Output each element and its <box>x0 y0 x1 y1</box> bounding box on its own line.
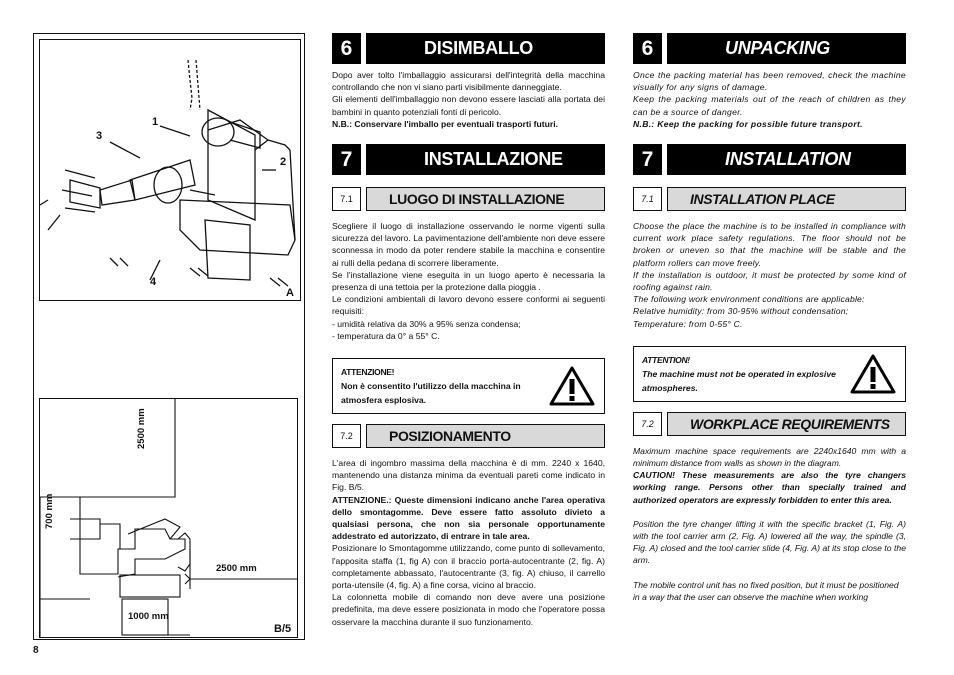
paragraph-bold: ATTENZIONE.: Queste dimensioni indicano anche l'area operativa dello smontagomme. Deve essere fatto assoluto divieto a qualsiasi persona, che non sia personale opportunamente addestrato ed autorizzato, di entrare in tale area. <box>332 494 605 542</box>
warning-heading: ATTENZIONE! <box>341 367 395 378</box>
section-title: UNPACKING <box>667 33 906 64</box>
paragraph: Relative humidity: from 30-95% without condensation; <box>633 306 849 317</box>
en-section-71-text <box>633 220 906 330</box>
subsection-number: 7.2 <box>332 424 361 448</box>
en-column <box>633 33 906 603</box>
subsection-number: 7.1 <box>332 187 361 211</box>
paragraph: Scegliere il luogo di installazione osservando le norme vigenti sulla sicurezza del lavoro. La pavimentazione dell'ambiente non deve essere sconnessa in modo da poter rendere stabile la macchina e consentire ai rulli della pedana di scorrere liberamente. <box>332 221 605 268</box>
dim-width-label: 2500 mm <box>216 563 257 574</box>
paragraph: Keep the packing materials out of the reach of children as they can be a source of danger. <box>633 94 906 117</box>
dim-1000-label: 1000 mm <box>128 611 169 622</box>
note: N.B.: Keep the packing for possible future transport. <box>633 118 863 129</box>
figure-b5 <box>39 398 298 638</box>
section-number: 6 <box>633 33 662 64</box>
it-section-72-header <box>332 424 605 448</box>
paragraph: - temperatura da 0° a 55° C. <box>332 330 440 341</box>
figure-b5-letter: B/5 <box>274 623 292 635</box>
en-warning-box <box>633 346 906 402</box>
section-number: 7 <box>332 144 361 175</box>
subsection-title: INSTALLATION PLACE <box>667 187 906 211</box>
paragraph: Position the tyre changer lifting it with the specific bracket (1, Fig. A) with the tool carrier arm (2, Fig. A) lowered all the way, the spindle (3, Fig. A) closed and the tool carrier slide (4, Fig. A) at its stop close to the arm. <box>633 518 906 566</box>
paragraph: L'area di ingombro massima della macchina è di mm. 2240 x 1640, mantenendo una distanza minima da eventuali pareti come indicato in Fig. B/5. <box>332 458 605 493</box>
subsection-number: 7.2 <box>633 412 662 436</box>
paragraph: The mobile control unit has no fixed position, but it must be positioned in a way that the user can observe the machine when working <box>633 579 899 602</box>
paragraph-bold: CAUTION! These measurements are also the tyre changers working range. Persons other than specially trained and authorized operators are expressly forbidden to enter this area. <box>633 470 906 505</box>
section-title: INSTALLAZIONE <box>366 144 605 175</box>
it-section-71-header <box>332 187 605 211</box>
it-section-72-text <box>332 457 605 628</box>
note: N.B.: Conservare l'imballo per eventuali trasporti futuri. <box>332 118 559 129</box>
warning-triangle-icon <box>548 365 596 407</box>
callout-4: 4 <box>150 276 157 288</box>
callout-2: 2 <box>280 156 287 168</box>
it-warning-box <box>332 358 605 414</box>
it-section-71-text <box>332 220 605 342</box>
paragraph: Temperature: from 0-55° C. <box>633 318 743 329</box>
callout-3: 3 <box>96 130 103 142</box>
paragraph: Le condizioni ambientali di lavoro devono essere conformi ai seguenti requisiti: <box>332 294 605 317</box>
tyre-changer-illustration <box>40 40 300 300</box>
it-section-6-header <box>332 33 605 64</box>
section-title: DISIMBALLO <box>366 33 605 64</box>
paragraph: Choose the place the machine is to be installed in compliance with current work place safety regulations. The floor should not be broken or uneven so that the machine will be stable and the platform rollers can move freely. <box>633 221 906 268</box>
en-section-72-text <box>633 445 906 603</box>
subsection-title: WORKPLACE REQUIREMENTS <box>667 412 906 436</box>
section-number: 7 <box>633 144 662 175</box>
floor-plan-diagram <box>40 399 297 637</box>
paragraph: Se l'installazione viene eseguita in un luogo aperto è necessaria la presenza di una tettoia per la protezione dalla pioggia . <box>332 269 605 293</box>
warning-heading: ATTENTION! <box>642 354 690 365</box>
it-section-6-text <box>332 69 605 130</box>
en-section-6-text <box>633 69 906 130</box>
section-title: INSTALLATION <box>667 144 906 175</box>
figure-a-letter: A <box>286 287 294 299</box>
paragraph: Gli elementi dell'imballaggio non devono essere lasciati alla portata dei bambini in quanto potenziali fonti di pericolo. <box>332 94 605 117</box>
en-section-7-header <box>633 144 906 175</box>
section-number: 6 <box>332 33 361 64</box>
callout-1: 1 <box>152 116 159 128</box>
warning-body: The machine must not be operated in explosive atmospheres. <box>642 368 836 393</box>
warning-triangle-icon <box>849 353 897 395</box>
dim-depth-label: 2500 mm <box>136 408 147 449</box>
subsection-title: LUOGO DI INSTALLAZIONE <box>366 187 605 211</box>
subsection-title: POSIZIONAMENTO <box>366 424 605 448</box>
paragraph: - umidità relativa da 30% a 95% senza condensa; <box>332 318 521 329</box>
paragraph: Dopo aver tolto l'imballaggio assicurarsi dell'integrità della macchina controllando che non vi siano parti visibilmente danneggiate. <box>332 70 605 93</box>
dim-700-label: 700 mm <box>44 493 55 529</box>
paragraph: Posizionare lo Smontagomme utilizzando, come punto di sollevamento, l'apposita staffa (1, fig A) con il braccio porta-autocentrante (2, fig. A) completamente abbassato, l'autocentrante (3, fig. A) chiuso, il carrello porta-utensile (4, fig. A) a fine corsa, vicino al braccio. <box>332 543 605 591</box>
paragraph: The following work environment conditions are applicable: <box>633 294 865 305</box>
paragraph: If the installation is outdoor, it must be protected by some kind of roofing against rain. <box>633 269 906 293</box>
paragraph: Once the packing material has been removed, check the machine visually for any signs of damage. <box>633 70 906 93</box>
paragraph: La colonnetta mobile di comando non deve avere una posizione predefinita, ma deve essere posizionata in modo che l'operatore possa osservare la macchina durante il suo funzionamento. <box>332 592 605 627</box>
paragraph: Maximum machine space requirements are 2240x1640 mm with a minimum distance from walls as shown in the diagram. <box>633 445 906 469</box>
subsection-number: 7.1 <box>633 187 662 211</box>
figure-a <box>39 39 301 301</box>
en-section-6-header <box>633 33 906 64</box>
en-section-71-header <box>633 187 906 211</box>
page-number: 8 <box>33 645 39 656</box>
en-section-72-header <box>633 412 906 436</box>
it-section-7-header <box>332 144 605 175</box>
it-column <box>332 33 605 628</box>
warning-body: Non è consentito l'utilizzo della macchina in atmosfera esplosiva. <box>341 381 521 406</box>
